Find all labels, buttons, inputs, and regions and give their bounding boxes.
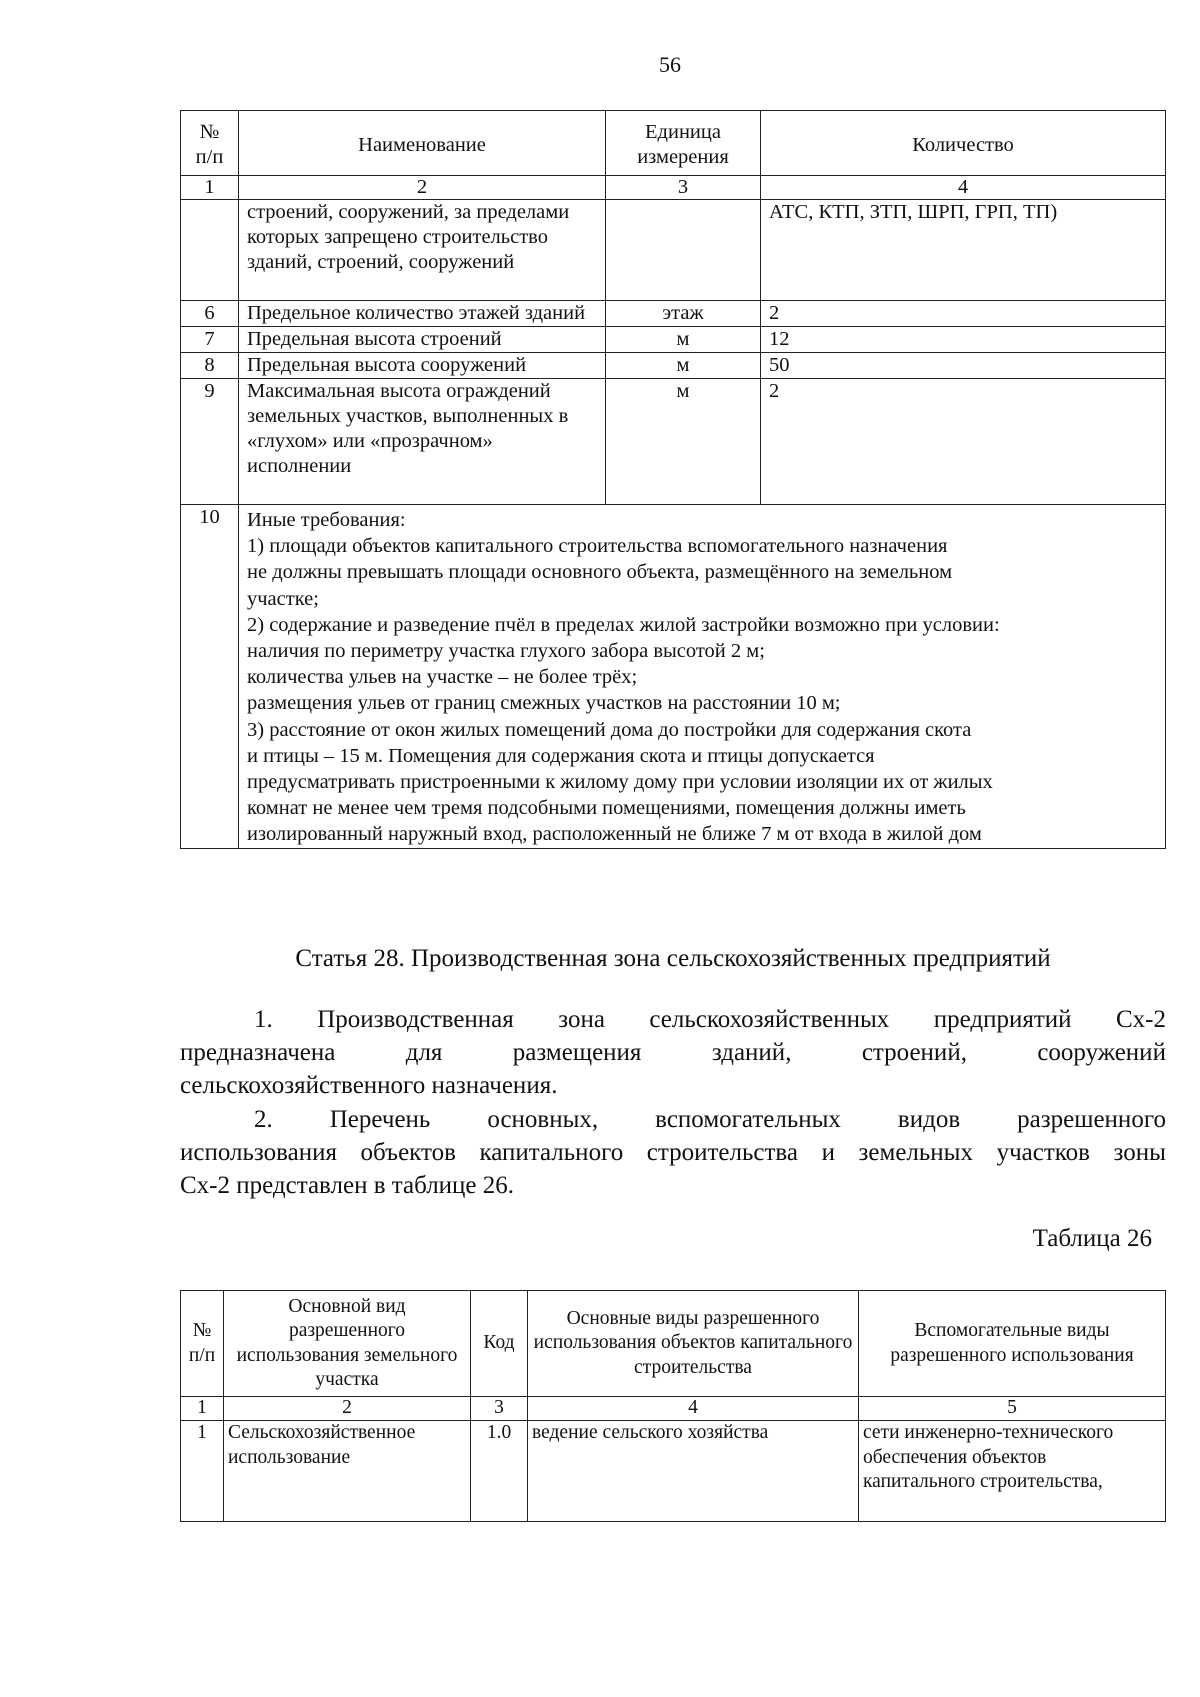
table-row-requirements [181, 505, 1166, 849]
requirements-line: 2) содержание и разведение пчёл в пределах жилой застройки возможно при условии: [247, 613, 1000, 636]
paragraph-2 [180, 1103, 1166, 1202]
row-quantity: 50 [761, 353, 1166, 379]
header-name: Наименование [239, 111, 606, 176]
row-name: Предельное количество этажей зданий [239, 301, 606, 327]
paragraph-line: 2. Перечень основных, вспомогательных видов разрешенного [254, 1106, 1166, 1133]
row-code: 1.0 [471, 1421, 528, 1522]
row-name: Предельная высота строений [239, 327, 606, 353]
table-row [181, 327, 1166, 353]
paragraph-line: предназначена для размещения зданий, строений, сооружений [180, 1039, 1166, 1066]
paragraph-line: 1. Производственная зона сельскохозяйственных предприятий Сх-2 [254, 1006, 1166, 1033]
index-cell: 1 [181, 176, 239, 200]
requirements-line: Иные требования: [247, 509, 406, 531]
row-number: 1 [181, 1421, 224, 1522]
requirements-line: 1) площади объектов капитального строительства вспомогательного назначения [247, 535, 948, 558]
row-number: 9 [181, 379, 239, 505]
row-number: 6 [181, 301, 239, 327]
row-unit: м [606, 379, 761, 505]
row-quantity: АТС, КТП, ЗТП, ШРП, ГРП, ТП) [761, 200, 1166, 301]
row-main-land-use: Сельскохозяйственное использование [224, 1421, 471, 1522]
header-number: № п/п [181, 1291, 224, 1397]
requirements-line: изолированный наружный вход, расположенный не ближе 7 м от входа в жилой дом [247, 823, 982, 846]
requirements-line: наличия по периметру участка глухого забора высотой 2 м; [247, 640, 765, 663]
index-cell: 1 [181, 1397, 224, 1421]
row-name: строений, сооружений, за пределами которых запрещено строительство зданий, строений, сооружений [239, 200, 606, 301]
requirements-line: предусматривать пристроенными к жилому дому при условии изоляции их от жилых [247, 771, 993, 794]
row-unit: этаж [606, 301, 761, 327]
index-cell: 3 [606, 176, 761, 200]
paragraph-1 [180, 1003, 1166, 1102]
article-title: Статья 28. Производственная зона сельскохозяйственных предприятий [295, 945, 1051, 972]
row-number: 8 [181, 353, 239, 379]
row-number: 10 [181, 505, 239, 849]
header-main-land-use: Основной вид разрешенного использования земельного участка [224, 1291, 471, 1397]
header-code: Код [471, 1291, 528, 1397]
index-cell: 4 [761, 176, 1166, 200]
paragraph-line: использования объектов капитального строительства и земельных участков зоны [180, 1139, 1166, 1166]
requirements-line: и птицы – 15 м. Помещения для содержания скота и птицы допускается [247, 744, 875, 767]
header-unit: Единица измерения [606, 111, 761, 176]
requirements-line: размещения ульев от границ смежных участков на расстоянии 10 м; [247, 692, 841, 715]
paragraph-line: сельскохозяйственного назначения. [180, 1072, 558, 1099]
permitted-use-table [180, 1290, 1166, 1522]
paragraph-line: Сх-2 представлен в таблице 26. [180, 1172, 515, 1199]
requirements-line: не должны превышать площади основного объекта, размещённого на земельном [247, 561, 953, 584]
header-quantity: Количество [761, 111, 1166, 176]
table-row [181, 353, 1166, 379]
row-quantity: 2 [761, 301, 1166, 327]
table-header-row [181, 111, 1166, 176]
row-quantity: 2 [761, 379, 1166, 505]
index-cell: 3 [471, 1397, 528, 1421]
row-number [181, 200, 239, 301]
requirements-line: количества ульев на участке – не более трёх; [247, 666, 638, 689]
header-main-uses: Основные виды разрешенного использования объектов капитального строительства [528, 1291, 859, 1397]
row-quantity: 12 [761, 327, 1166, 353]
other-requirements [239, 505, 1166, 849]
page-number: 56 [659, 52, 681, 77]
table-row [181, 1421, 1166, 1522]
index-cell: 2 [239, 176, 606, 200]
index-cell: 4 [528, 1397, 859, 1421]
table-row [181, 379, 1166, 505]
column-index-row [181, 176, 1166, 200]
parameters-table [180, 110, 1166, 849]
column-index-row [181, 1397, 1166, 1421]
table-header-row [181, 1291, 1166, 1397]
row-name: Максимальная высота ограждений земельных участков, выполненных в «глухом» или «прозрачном» исполнении [239, 379, 606, 505]
row-main-uses: ведение сельского хозяйства [528, 1421, 859, 1522]
requirements-line: комнат не менее чем тремя подсобными помещениями, помещения должны иметь [247, 797, 966, 820]
header-auxiliary-uses: Вспомогательные виды разрешенного использования [859, 1291, 1166, 1397]
row-unit: м [606, 327, 761, 353]
index-cell: 2 [224, 1397, 471, 1421]
table-caption: Таблица 26 [1032, 1225, 1152, 1252]
row-unit: м [606, 353, 761, 379]
requirements-line: участке; [247, 587, 319, 610]
row-auxiliary-uses: сети инженерно-технического обеспечения объектов капитального строительства, [859, 1421, 1166, 1522]
index-cell: 5 [859, 1397, 1166, 1421]
requirements-line: 3) расстояние от окон жилых помещений дома до постройки для содержания скота [247, 718, 972, 741]
row-number: 7 [181, 327, 239, 353]
table-row [181, 301, 1166, 327]
table-row [181, 200, 1166, 301]
row-name: Предельная высота сооружений [239, 353, 606, 379]
row-unit [606, 200, 761, 301]
header-number: № п/п [181, 111, 239, 176]
